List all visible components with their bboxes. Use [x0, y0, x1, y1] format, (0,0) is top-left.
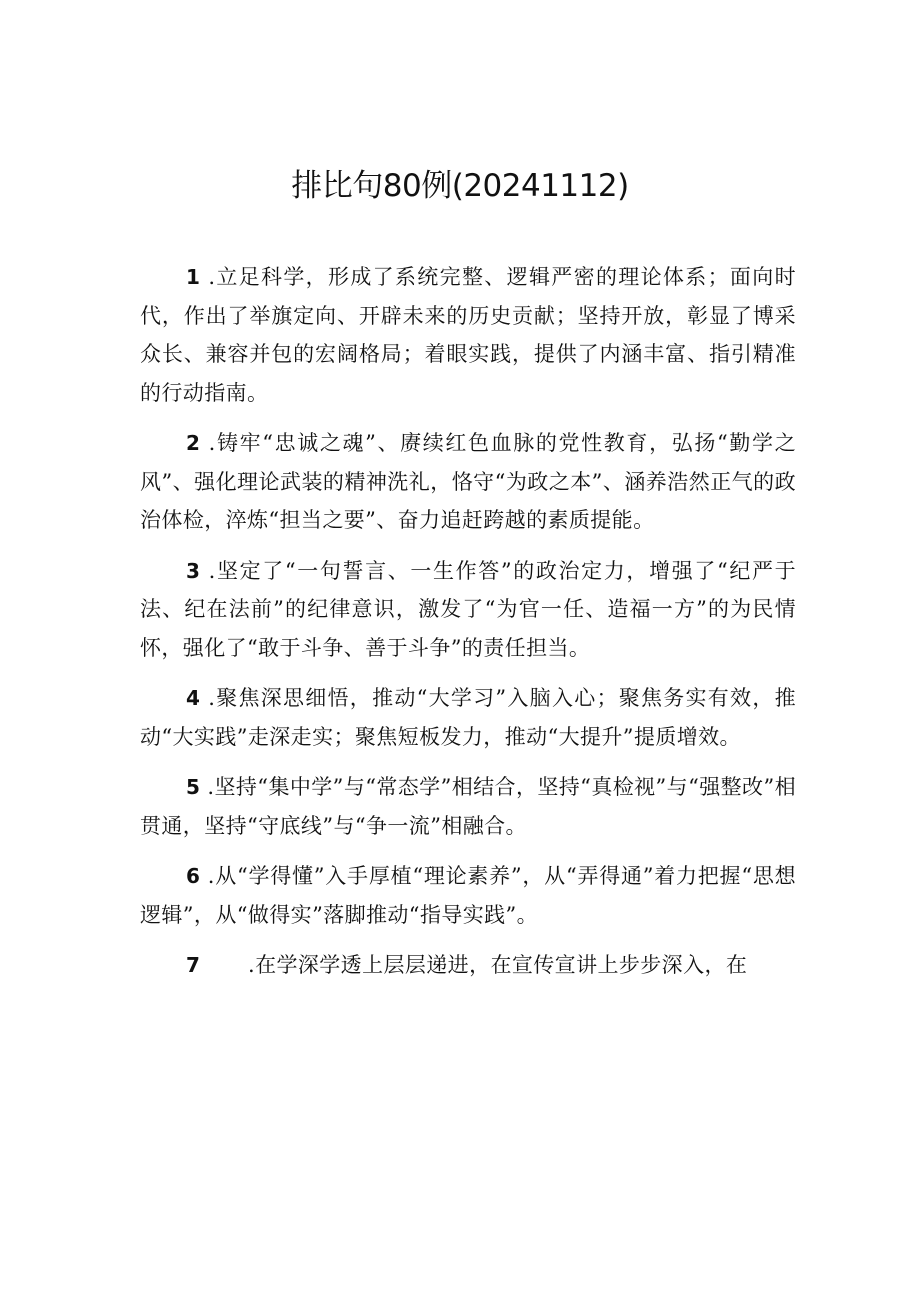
item-text: .在学深学透上层层递进，在宣传宣讲上步步深入，在 [248, 953, 748, 977]
list-item [140, 857, 796, 934]
item-text: .铸牢“忠诚之魂”、赓续红色血脉的党性教育，弘扬“勤学之风”、强化理论武装的精神洗礼，恪守“为政之本”、涵养浩然正气的政治体检，淬炼“担当之要”、奋力追赶跨越的素质提能。 [140, 431, 796, 532]
list-item [140, 424, 796, 540]
list-item [140, 946, 796, 985]
item-number: 6 [186, 864, 201, 888]
item-text: .坚持“集中学”与“常态学”相结合，坚持“真检视”与“强整改”相贯通，坚持“守底线”与“争一流”相融合。 [140, 775, 796, 838]
document-title: 排比句80例(20241112) [291, 168, 629, 204]
list-item [140, 552, 796, 668]
item-number: 7 [186, 953, 201, 977]
document-body [140, 258, 796, 997]
item-text: .立足科学，形成了系统完整、逻辑严密的理论体系；面向时代，作出了举旗定向、开辟未来的历史贡献；坚持开放，彰显了博采众长、兼容并包的宏阔格局；着眼实践，提供了内涵丰富、指引精准的行动指南。 [140, 265, 796, 405]
item-text: .坚定了“一句誓言、一生作答”的政治定力，增强了“纪严于法、纪在法前”的纪律意识，激发了“为官一任、造福一方”的为民情怀，强化了“敢于斗争、善于斗争”的责任担当。 [140, 558, 796, 660]
item-text: .聚焦深思细悟，推动“大学习”入脑入心；聚焦务实有效，推动“大实践”走深走实；聚焦短板发力，推动“大提升”提质增效。 [140, 686, 796, 749]
item-number: 2 [186, 431, 201, 455]
item-number: 4 [186, 686, 201, 710]
list-item [140, 258, 796, 412]
list-item [140, 768, 796, 845]
list-item [140, 679, 796, 756]
item-number: 1 [186, 265, 201, 289]
item-text: .从“学得懂”入手厚植“理论素养”，从“弄得通”着力把握“思想逻辑”，从“做得实”落脚推动“指导实践”。 [140, 864, 796, 927]
item-number: 3 [186, 558, 201, 583]
item-number: 5 [186, 775, 201, 799]
